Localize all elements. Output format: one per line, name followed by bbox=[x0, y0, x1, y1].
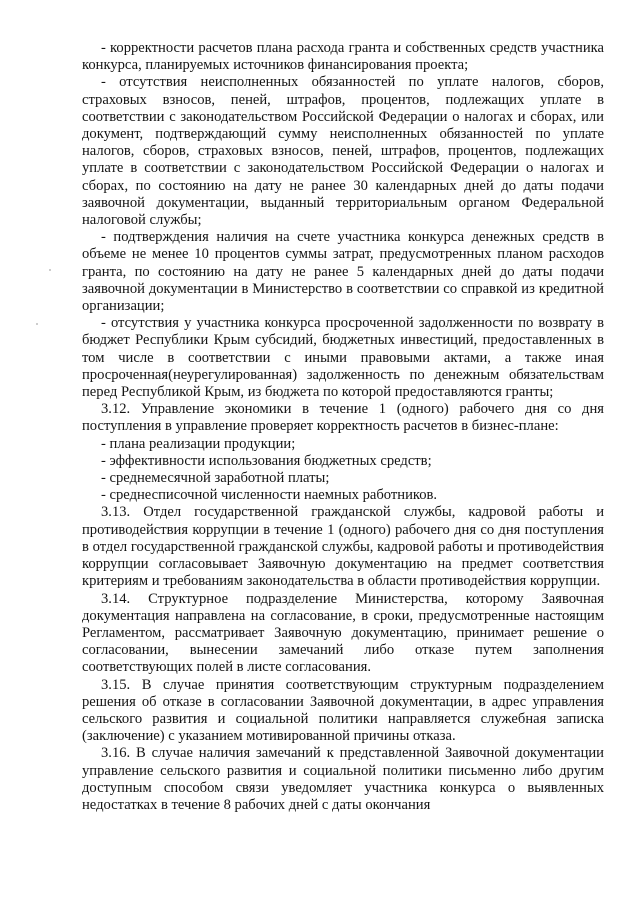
document-body bbox=[82, 40, 604, 814]
paragraph-no-overdue-debt: - отсутствия у участника конкурса просроченной задолженности по возврату в бюджет Республики Крым субсидий, бюджетных инвестиций, предоставленных в том числе в соответствии с иными правовыми актами, а также иная просроченная(неурегулированная) задолженность по денежным обязательствам перед Республикой Крым, из бюджета по которой предоставляются гранты; bbox=[82, 315, 604, 401]
list-item-sales-plan: - плана реализации продукции; bbox=[101, 435, 296, 452]
paragraph-tax-obligations: - отсутствия неисполненных обязанностей по уплате налогов, сборов, страховых взносов, пеней, штрафов, процентов, подлежащих уплате в соответствии с законодательством Российской Федерации о налогах и сборах, или документ, подтверждающий сумму неисполненных обязанностей по уплате налогов, сборов, страховых взносов, пеней, штрафов, процентов, подлежащих уплате в соответствии с законодательством Российской Федерации о налогах и сборах, по состоянию на дату не ранее 30 календарных дней до даты подачи заявочной документации, выданный территориальным органом Федеральной налоговой службы; bbox=[82, 74, 604, 229]
paragraph-3-16: 3.16. В случае наличия замечаний к представленной Заявочной документации управление сельского развития и социальной политики письменно либо другим доступным способом связи уведомляет участника конкурса о выявленных недостатках в течение 8 рабочих дней с даты окончания bbox=[82, 745, 604, 813]
paragraph-funds-confirmation: - подтверждения наличия на счете участника конкурса денежных средств в объеме не менее 10 процентов суммы затрат, предусмотренных планом расходов гранта, по состоянию на дату не ранее 5 календарных дней до даты подачи заявочной документации в Министерство в соответствии со справкой из кредитной организации; bbox=[82, 229, 604, 315]
list-item-average-salary: - среднемесячной заработной платы; bbox=[101, 470, 330, 487]
scan-speck bbox=[49, 269, 51, 271]
paragraph-3-13: 3.13. Отдел государственной гражданской службы, кадровой работы и противодействия коррупции в течение 1 (одного) рабочего дня со дня поступления в отдел государственной гражданской службы, кадровой работы и противодействия коррупции согласовывает Заявочную документацию на предмет соответствия критериям и требованиям законодательства в области противодействия коррупции. bbox=[82, 504, 604, 590]
list-item-budget-efficiency: - эффективности использования бюджетных средств; bbox=[101, 452, 432, 469]
paragraph-budget-correctness: - корректности расчетов плана расхода гранта и собственных средств участника конкурса, планируемых источников финансирования проекта; bbox=[82, 40, 604, 74]
paragraph-3-12: 3.12. Управление экономики в течение 1 (одного) рабочего дня со дня поступления в управление проверяет корректность расчетов в бизнес-плане: bbox=[82, 401, 604, 435]
scan-speck bbox=[36, 323, 38, 325]
list-item-headcount: - среднесписочной численности наемных работников. bbox=[101, 487, 438, 504]
paragraph-3-14: 3.14. Структурное подразделение Министерства, которому Заявочная документация направлена на согласование, в сроки, предусмотренные настоящим Регламентом, рассматривает Заявочную документацию, принимает решение о согласовании, вынесении замечаний либо отказе путем заполнения соответствующих полей в листе согласования. bbox=[82, 590, 604, 676]
paragraph-3-15: 3.15. В случае принятия соответствующим структурным подразделением решения об отказе в согласовании Заявочной документации, в адрес управления сельского развития и социальной политики направляется служебная записка (заключение) с указанием мотивированной причины отказа. bbox=[82, 676, 604, 745]
